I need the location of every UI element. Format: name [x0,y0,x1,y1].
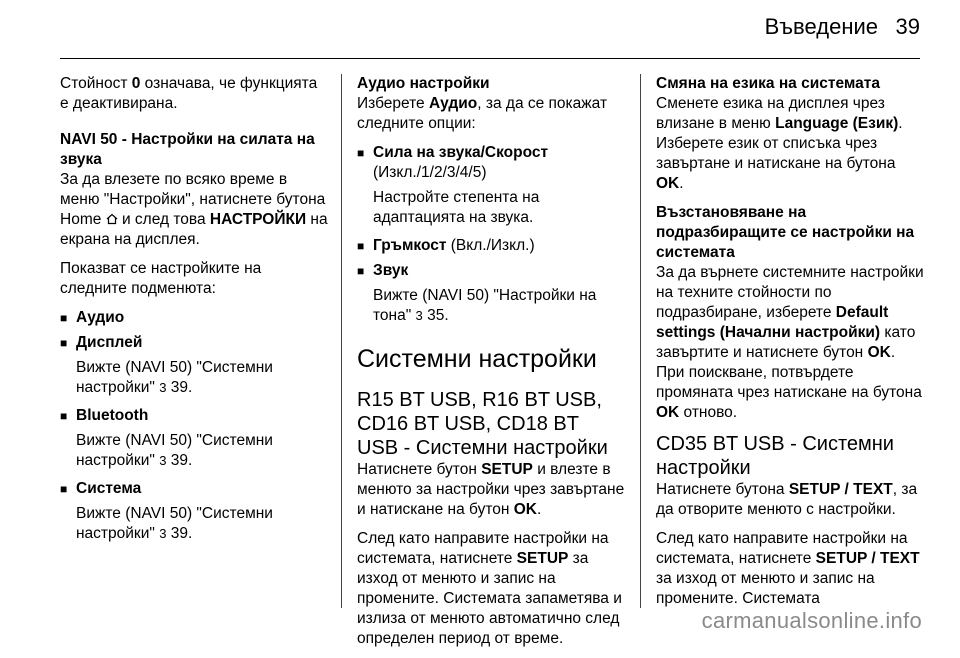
list-item: ■ Звук [357,261,625,281]
list-item-desc: Вижте (NAVI 50) "Системни настройки" 3 39. [76,505,273,542]
paragraph: Натиснете бутон SETUP и влезте в менюто за настройки чрез завъртане и натискане на бутон OK. [357,461,625,518]
ref-arrow-icon: 3 [159,380,167,395]
column-3 [656,74,926,618]
page-number: 39 [895,14,920,39]
paragraph: След като направите настройки на системата, натиснете SETUP за изход от менюто и запис на промените. Системата запаметява и излиза от менюто автоматично след определен период от време. [357,530,622,647]
subsection-heading: CD35 BT USB - Системни настройки [656,433,894,479]
section-title: Възстановяване на подразбиращите се настройки на системата [656,204,915,261]
column-divider [341,74,342,608]
section-title: Смяна на езика на системата [656,75,880,92]
intro-paragraph: Стойност 0 означава, че функцията е деактивирана. [60,75,318,112]
column-2 [357,74,625,658]
section-audio: Аудио настройки Изберете Аудио, за да се покажат следните опции: [357,75,608,132]
header-rule [60,58,920,59]
list-intro: Показват се настройките на следните подменюта: [60,260,262,297]
subsection-heading: R15 BT USB, R16 BT USB, CD16 BT USB, CD18 BT USB - Системни настройки [357,389,608,459]
list-item: ■ Сила на звука/Скорост (Изкл./1/2/3/4/5) [357,143,625,183]
watermark: carmanualsonline.info [701,608,922,633]
list-item: ■ Дисплей [60,333,328,353]
paragraph: Натиснете бутона SETUP / TEXT, за да отворите менюто с настройки. [656,481,918,518]
ref-arrow-icon: 3 [159,453,167,468]
column-divider [640,74,641,608]
list-item: ■ Гръмкост (Вкл./Изкл.) [357,236,625,256]
section-navi50-volume: NAVI 50 - Настройки на силата на звука За да влезете по всяко време в меню "Настройки", натиснете бутона Home и след това НАСТРОЙКИ на екрана на дисплея. [60,131,328,248]
ref-arrow-icon: 3 [415,308,423,323]
home-icon [106,211,118,228]
ref-arrow-icon: 3 [159,526,167,541]
list-item: ■ Система [60,479,328,499]
section-heading: Системни настройки [357,345,597,373]
column-1 [60,74,328,552]
section-title: NAVI 50 - Настройки на силата на звука [60,131,315,168]
section-title: Аудио настройки [357,75,490,92]
page-header [0,0,960,62]
list-item: ■ Аудио [60,308,328,328]
list-item: ■ Bluetooth [60,406,328,426]
section-language: Смяна на езика на системата Сменете езика на дисплея чрез влизане в меню Language (Език). Изберете език от списъка чрез завъртане и натискане на бутона OK. [656,75,903,192]
section-defaults: Възстановяване на подразбиращите се настройки на системата За да върнете системните настройки на техните стойности по подразбиране, изберете Default settings (Начални настройки) като завъртите и натиснете бутон OK. При поискване, потвърдете промяната чрез натискане на бутона OK отново. [656,204,924,421]
page-title: Въведение [764,14,878,39]
list-item-desc: Вижте (NAVI 50) "Системни настройки" 3 39. [76,432,273,469]
list-item-desc: Настройте степента на адаптацията на звука. [373,189,540,226]
list-item-desc: Вижте (NAVI 50) "Системни настройки" 3 39. [76,359,273,396]
list-item-desc: Вижте (NAVI 50) "Настройки на тона" 3 35. [373,287,597,324]
paragraph: След като направите настройки на системата, натиснете SETUP / TEXT за изход от менюто и запис на промените. Системата [656,530,920,607]
